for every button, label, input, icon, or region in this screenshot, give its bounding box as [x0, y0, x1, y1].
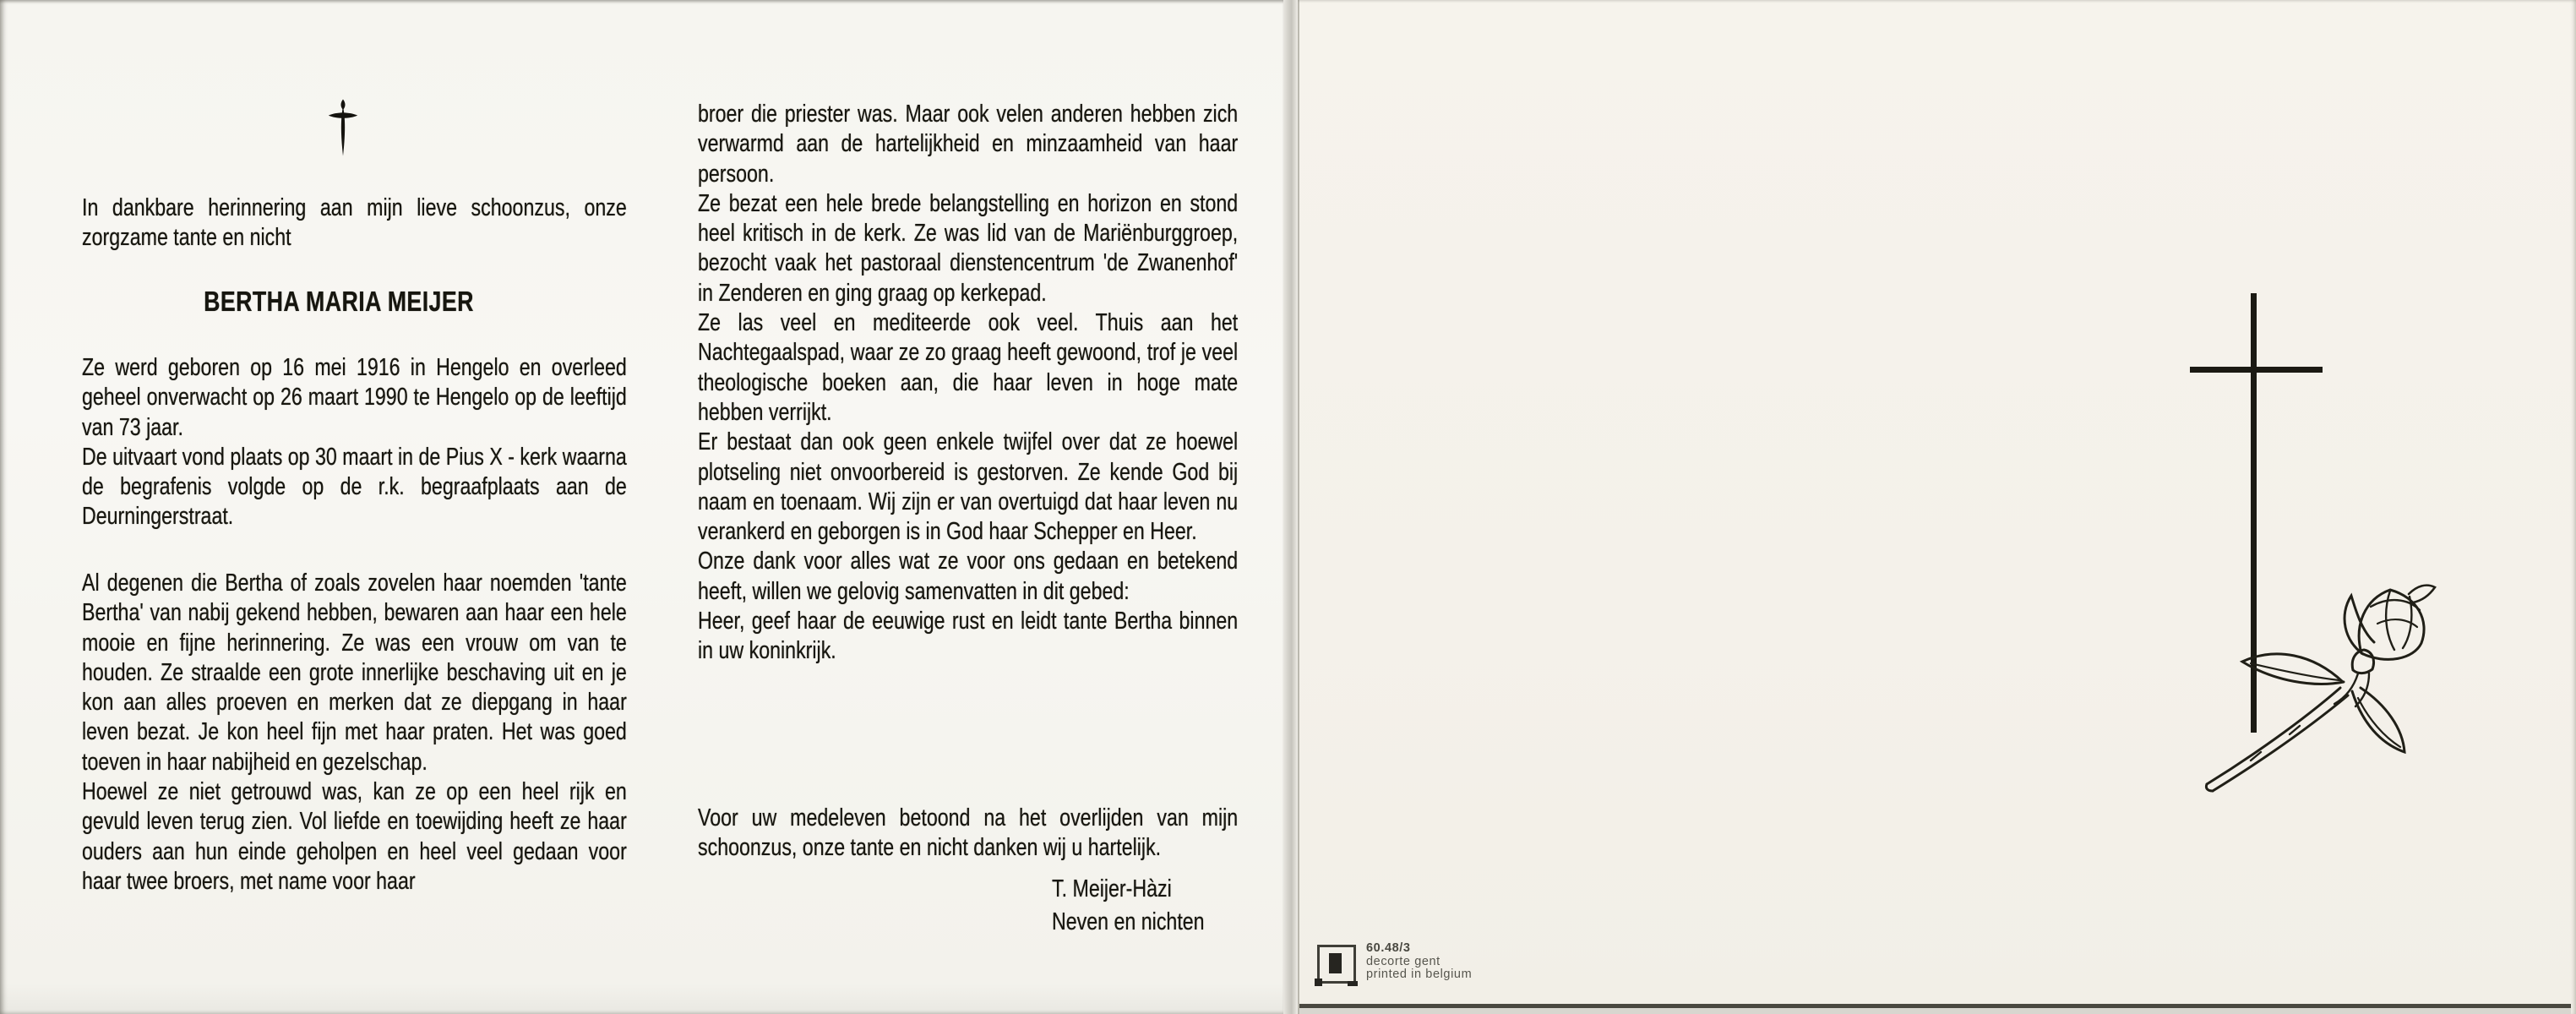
signature-block: [1052, 873, 1336, 939]
printer-text: [1366, 942, 1472, 982]
devotion-paragraph: Hoewel ze niet getrouwd was, kan ze op een heel rijk en gevuld leven terug zien. Vol liefde en toewijding heeft ze haar ouders aan hun einde geholpen en heel veel gedaan voor haar twee broers, met name voor haar: [82, 778, 627, 895]
faith-paragraph: Er bestaat dan ook geen enkele twijfel over dat ze hoewel plotseling niet onvoorbereid is gestorven. Ze kende God bij naam en toenaam. Wij zijn er van overtuigd dat haar leven nu verankerd en geborgen is in God haar Schepper en Heer.: [698, 428, 1239, 546]
deceased-name: BERTHA MARIA MEIJER: [204, 286, 474, 318]
condolence-thanks-paragraph: Voor uw medeleven betoond na het overlijden van mijn schoonzus, onze tante en nicht danken wij u hartelijk.: [698, 804, 1239, 862]
printer-mark: [1317, 940, 1588, 990]
printer-logo-corner: [1348, 981, 1358, 986]
prayer-paragraph: Heer, geef haar de eeuwige rust en leidt tante Bertha binnen in uw koninkrijk.: [698, 608, 1239, 665]
thanks-paragraph: Onze dank voor alles wat ze voor ons gedaan en betekend heeft, willen we gelovig samenvatten in dit gebed:: [698, 548, 1239, 605]
page-fold: [1283, 0, 1298, 1014]
left-column-block-1: [82, 353, 627, 532]
signature-family: Neven en nichten: [1052, 908, 1205, 935]
warmth-paragraph: broer die priester was. Maar ook velen anderen hebben zich verwarmd aan de hartelijkheid en minzaamheid van haar persoon.: [698, 101, 1239, 188]
printer-logo-icon: [1317, 945, 1356, 984]
memories-paragraph: Al degenen die Bertha of zoals zovelen haar noemden 'tante Bertha' van nabij gekend hebben, bewaren aan haar een hele mooie en fijne herinnering. Ze was een vrouw om van te houden. Ze straalde een grote innerlijke beschaving uit en je kon aan alles proeven en merken dat ze diepgang in haar leven bezat. Je kon heel fijn met haar praten. Het was goed toeven in haar nabijheid en gezelschap.: [82, 570, 627, 776]
printer-logo-corner: [1315, 979, 1322, 986]
right-page: [1298, 0, 2576, 1014]
reading-paragraph: Ze las veel en mediteerde ook veel. Thuis aan het Nachtegaalspad, waar ze zo graag heeft gewoond, trof je veel theologische boeken aan, die haar leven in hoge mate hebben verrijkt.: [698, 309, 1239, 426]
middle-column-block: [698, 100, 1238, 667]
signature-name: T. Meijer-Hàzi: [1052, 875, 1172, 902]
rose-icon: [2195, 563, 2448, 804]
condolence-thanks-block: [698, 804, 1238, 864]
printer-name: decorte gent: [1366, 954, 1440, 968]
intro-text: In dankbare herinnering aan mijn lieve schoonzus, onze zorgzame tante en nicht: [82, 194, 627, 252]
left-column-block-2: [82, 569, 627, 897]
printer-code: 60.48/3: [1366, 941, 1411, 955]
birth-death-paragraph: Ze werd geboren op 16 mei 1916 in Hengelo en overleed geheel onverwacht op 26 maart 1990 te Hengelo op de leeftijd van 73 jaar.: [82, 354, 627, 441]
ornamental-cross-icon: [324, 98, 362, 157]
printer-origin: printed in belgium: [1366, 968, 1473, 981]
church-interest-paragraph: Ze bezat een hele brede belangstelling en horizon en stond heel kritisch in de kerk. Ze was lid van de Mariënburggroep, bezocht vaak het pastoraal dienstencentrum 'de Zwanenhof' in Zenderen en ging graag op kerkepad.: [698, 189, 1239, 307]
cross-horizontal-bar: [2190, 367, 2323, 373]
funeral-paragraph: De uitvaart vond plaats op 30 maart in de Pius X - kerk waarna de begrafenis volgde op de r.k. begraafplaats aan de Deurningerstraat.: [82, 443, 627, 531]
printer-logo-bar: [1329, 953, 1342, 973]
right-page-bottom-shadow: [1299, 1008, 2571, 1014]
